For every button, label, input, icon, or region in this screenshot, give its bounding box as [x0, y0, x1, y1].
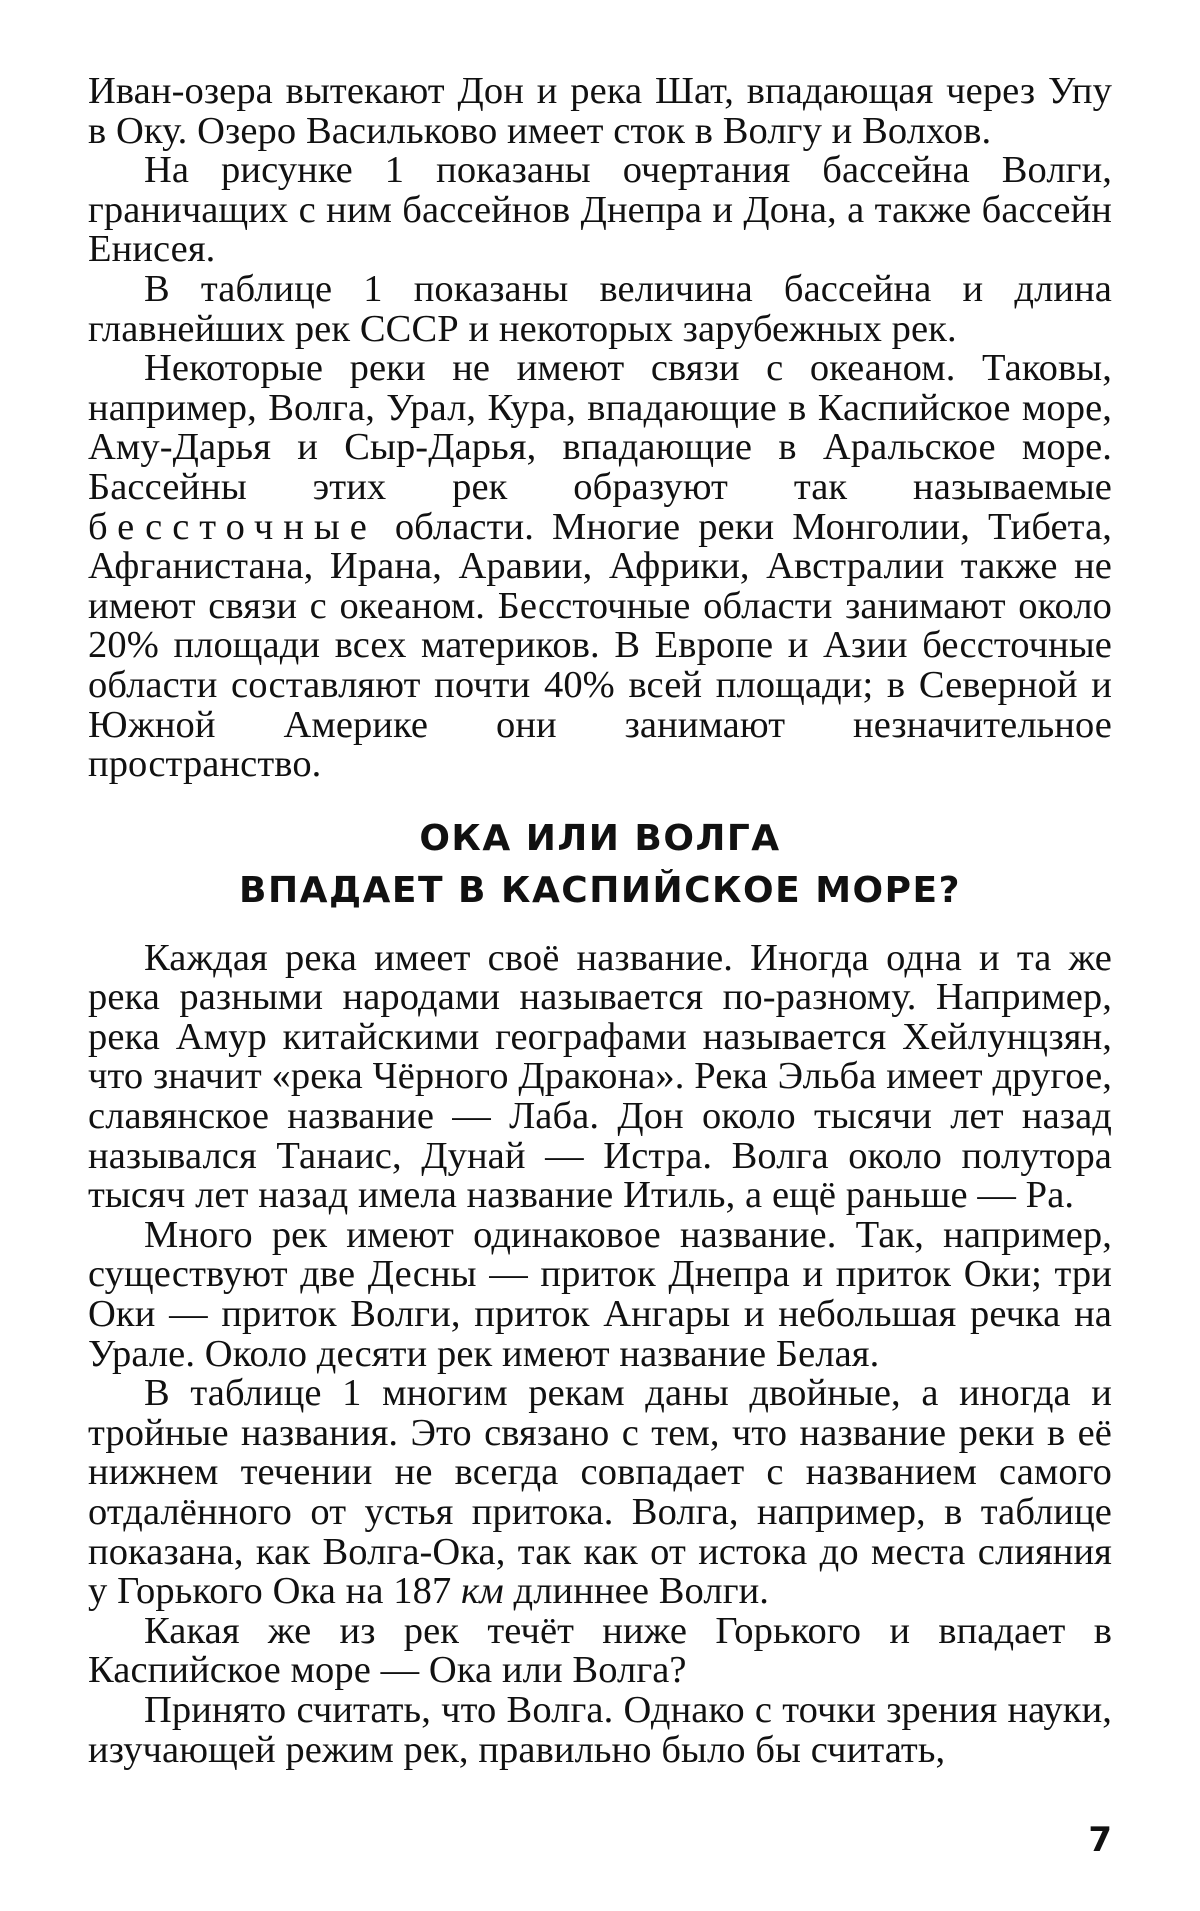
paragraph-2: На рисунке 1 показаны очертания бассейна Волги, граничащих с ним бассейнов Днепра и Дона, а также бассейн Енисея. — [88, 149, 1112, 271]
section-heading-line-1: ОКА ИЛИ ВОЛГА — [419, 817, 781, 859]
paragraph-double-names-part-2: длиннее Волги. — [503, 1570, 770, 1613]
paragraph-river-names: Каждая река имеет своё название. Иногда одна и та же река разными народами называется по-разному. Например, река Амур китайскими географами называется Хейлунцзян, что значит «река Чёрного Дракона». Река Эльба имеет другое, славянское название — Лаба. Дон около тысячи лет назад назывался Танаис, Дунай — Истра. Волга около полутора тысяч лет назад имела название Итиль, а ещё раньше — Ра. — [88, 936, 1112, 1217]
paragraph-answer: Принято считать, что Волга. Однако с точки зрения науки, изучающей режим рек, правильно было бы считать, — [88, 1688, 1112, 1771]
section-heading-line-2: ВПАДАЕТ В КАСПИЙСКОЕ МОРЕ? — [239, 869, 961, 911]
paragraph-3: В таблице 1 показаны величина бассейна и длина главнейших рек СССР и некоторых зарубежных рек. — [88, 267, 1112, 350]
unit-km: км — [461, 1570, 504, 1613]
paragraph-endorheic — [88, 349, 1112, 785]
paragraph-double-names — [88, 1374, 1112, 1612]
paragraph-1: Иван-озера вытекают Дон и река Шат, впадающая через Упу в Оку. Озеро Васильково имеет сток в Волгу и Волхов. — [88, 70, 1112, 152]
section-heading — [88, 813, 1112, 917]
paragraph-endorheic-part-1: Некоторые реки не имеют связи с океаном. Таковы, например, Волга, Урал, Кура, впадающие в Каспийское море, Аму-Дарья и Сыр-Дарья, впадающие в Аральское море. Бассейны этих рек образуют так называемые — [88, 347, 1112, 508]
page-body — [88, 72, 1112, 1770]
paragraph-question: Какая же из рек течёт ниже Горького и впадает в Каспийское море — Ока или Волга? — [88, 1609, 1112, 1692]
paragraph-same-names: Много рек имеют одинаковое название. Так, например, существуют две Десны — приток Днепра и приток Оки; три Оки — приток Волги, приток Ангары и небольшая речка на Урале. Около десяти рек имеют название Белая. — [88, 1213, 1112, 1375]
spaced-term: бессточные — [88, 505, 377, 548]
paragraph-endorheic-part-2: области. Многие реки Монголии, Тибета, Афганистана, Ирана, Аравии, Африки, Австралии также не имеют связи с океаном. Бессточные области занимают около 20% площади всех материков. В Европе и Азии бессточные области составляют почти 40% всей площади; в Северной и Южной Америке они занимают незначительное пространство. — [88, 505, 1112, 786]
page-number: 7 — [1088, 1820, 1112, 1860]
paragraph-double-names-part-1: В таблице 1 многим рекам даны двойные, а иногда и тройные названия. Это связано с тем, что название реки в её нижнем течении не всегда совпадает с названием самого отдалённого от устья притока. Волга, например, в таблице показана, как Волга-Ока, так как от истока до места слияния у Горького Ока на 187 — [88, 1372, 1112, 1613]
